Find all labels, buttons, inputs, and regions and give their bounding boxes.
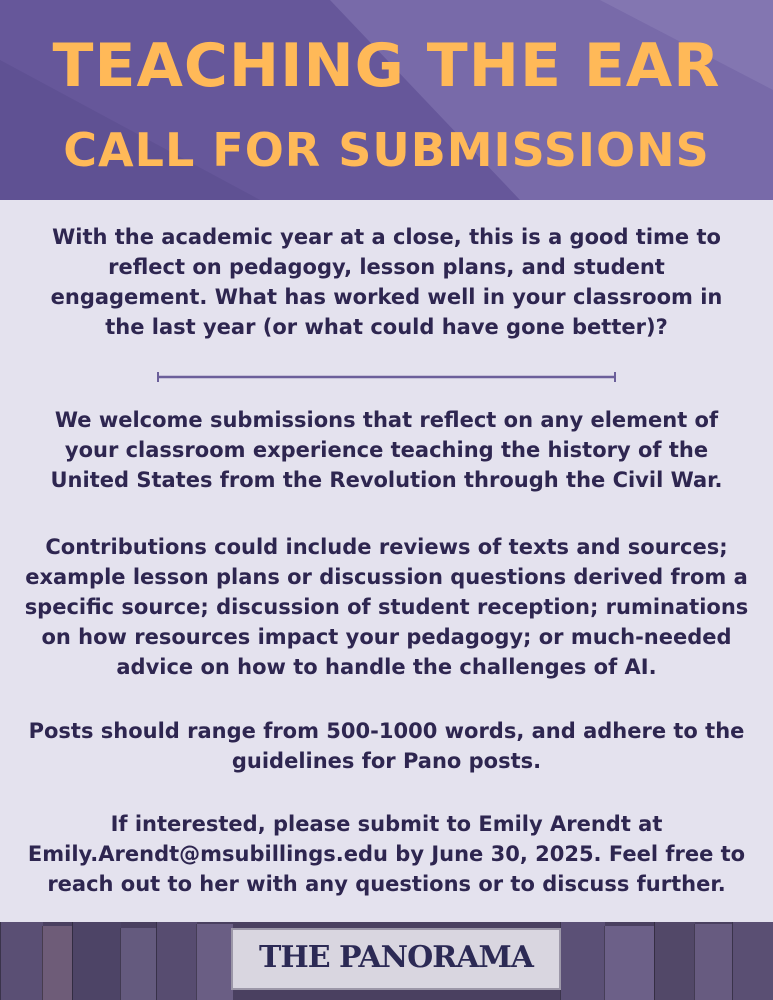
section-divider <box>157 371 616 383</box>
welcome-paragraph: We welcome submissions that reflect on any element of your classroom experience teaching the history of the United States from the Revolution through the Civil War. <box>50 408 723 492</box>
posts-paragraph: Posts should range from 500-1000 words, and adhere to the guidelines for Pano posts. <box>28 719 745 773</box>
panorama-logo <box>231 928 561 990</box>
panorama-logo-text: THE PANORAMA <box>259 940 533 975</box>
contributions-paragraph: Contributions could include reviews of texts and sources; example lesson plans or discussion questions derived from a specific source; discussion of student reception; ruminations on how resources impact your pedagogy; or much-needed advice on how to handle the challenges of AI. <box>24 535 749 679</box>
page-title: TEACHING THE EAR <box>52 31 721 101</box>
submission-paragraph: If interested, please submit to Emily Arendt at Emily.Arendt@msubillings.edu by June 30, 2025. Feel free to reach out to her with any questions or to discuss further. <box>27 812 746 896</box>
intro-paragraph: With the academic year at a close, this is a good time to reflect on pedagogy, lesson plans, and student engagement. What has worked well in your classroom in the last year (or what could have gone better)? <box>50 225 723 339</box>
page-subtitle: CALL FOR SUBMISSIONS <box>63 123 710 177</box>
header-banner <box>0 0 773 200</box>
